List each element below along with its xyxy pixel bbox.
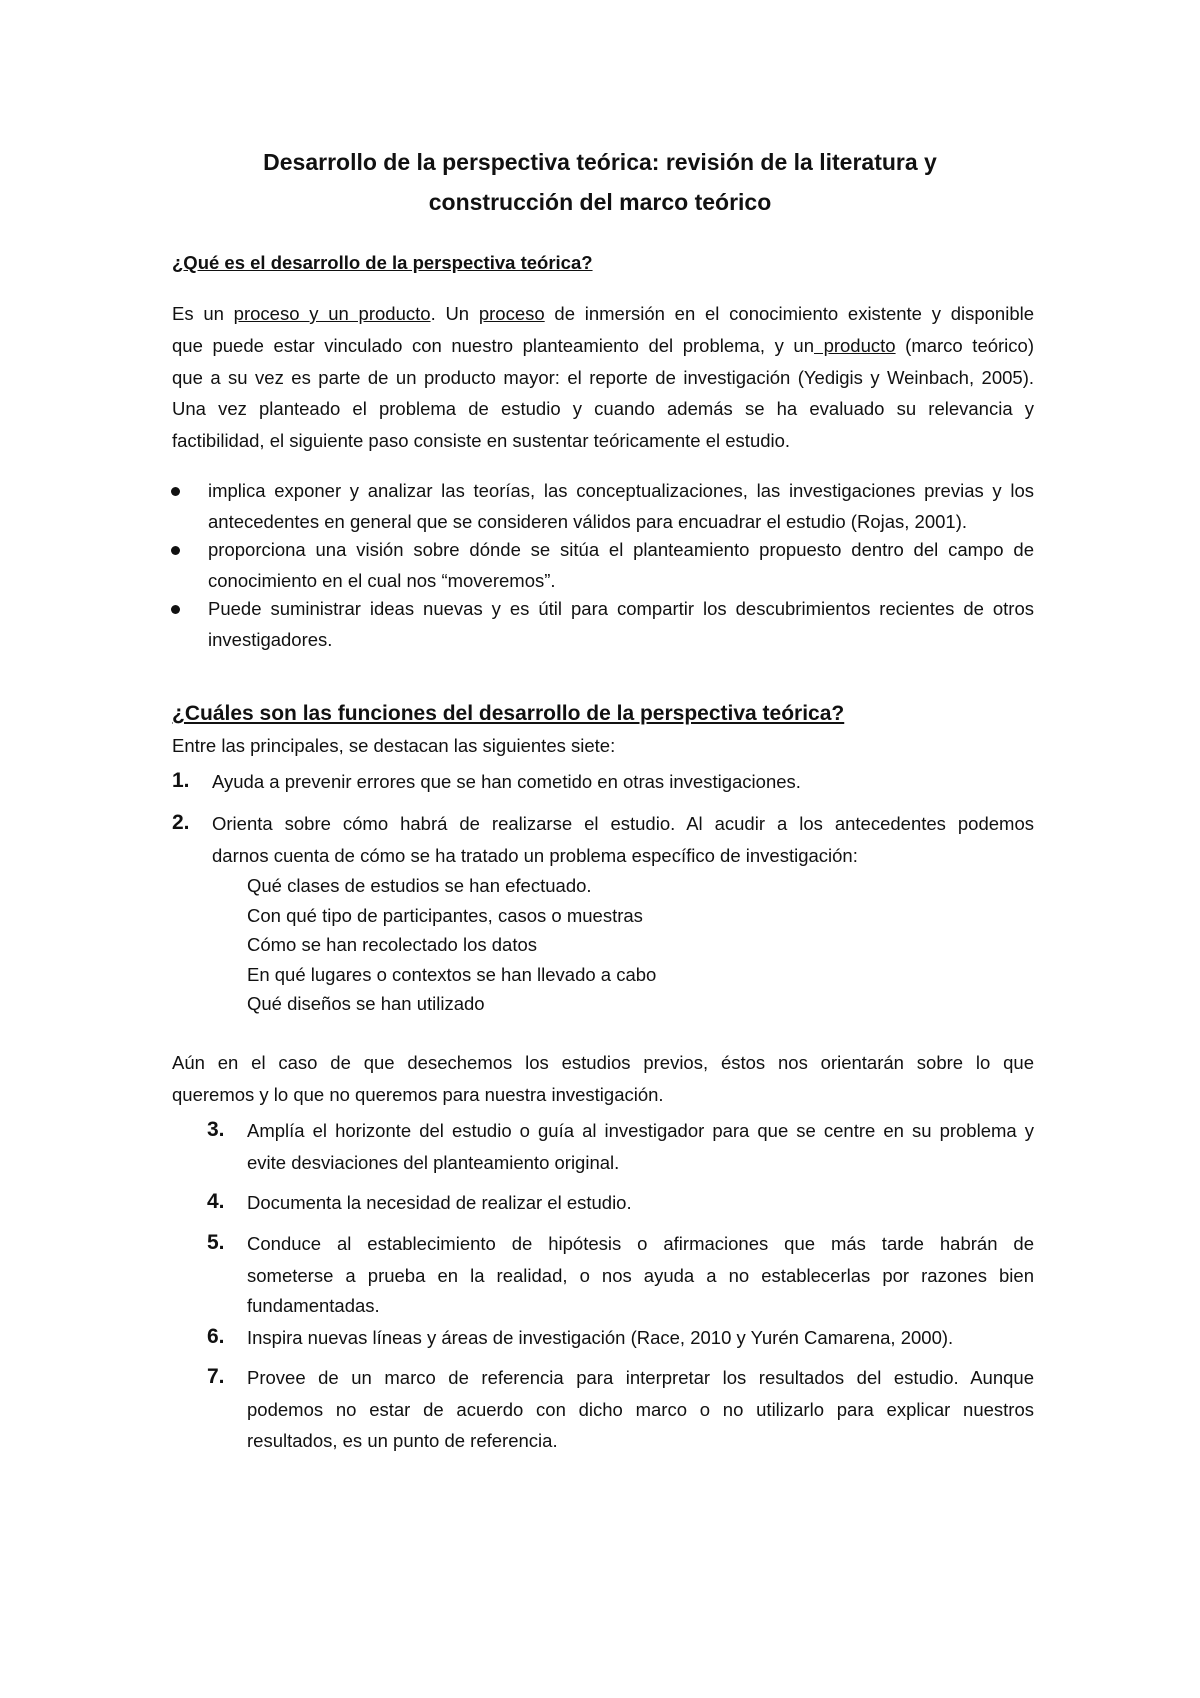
item-line: Orienta sobre cómo habrá de realizarse el estudio. Al acudir a los antecedentes podemos	[212, 813, 1034, 834]
item-number: 7.	[207, 1365, 225, 1388]
bullet-line: Puede suministrar ideas nuevas y es útil para compartir los descubrimientos recientes de otros	[208, 598, 1034, 619]
bullet-line: proporciona una visión sobre dónde se sitúa el planteamiento propuesto dentro del campo de	[208, 539, 1034, 560]
item-line: Conduce al establecimiento de hipótesis o afirmaciones que más tarde habrán de	[247, 1233, 1034, 1254]
item-line: darnos cuenta de cómo se ha tratado un problema específico de investigación:	[212, 845, 858, 866]
text-run: Es un	[172, 303, 234, 324]
item-line: podemos no estar de acuerdo con dicho marco o no utilizarlo para explicar nuestros	[247, 1399, 1034, 1420]
item-line: evite desviaciones del planteamiento original.	[247, 1152, 620, 1173]
section-2-heading: ¿Cuáles son las funciones del desarrollo de la perspectiva teórica?	[172, 702, 845, 725]
text-run: que puede estar vinculado con nuestro planteamiento del problema, y un	[172, 335, 814, 356]
bullet-line: antecedentes en general que se consideren válidos para encuadrar el estudio (Rojas, 2001).	[208, 511, 967, 532]
bullet-line: implica exponer y analizar las teorías, las conceptualizaciones, las investigaciones previas y los	[208, 480, 1034, 501]
text-run: . Un	[430, 303, 479, 324]
underlined-term: proceso	[478, 303, 545, 324]
item-line: resultados, es un punto de referencia.	[247, 1430, 558, 1451]
paragraph-line: factibilidad, el siguiente paso consiste en sustentar teóricamente el estudio.	[172, 430, 791, 451]
item-line: someterse a prueba en la realidad, o nos ayuda a no establecerlas por razones bien	[247, 1265, 1034, 1286]
bullet-dot	[171, 487, 180, 496]
item-number: 2.	[172, 811, 190, 834]
item-line: Amplía el horizonte del estudio o guía al investigador para que se centre en su problema y	[247, 1120, 1034, 1141]
intro-line: Entre las principales, se destacan las siguientes siete:	[172, 735, 616, 756]
sub-item: Qué diseños se han utilizado	[247, 993, 485, 1014]
bullet-line: conocimiento en el cual nos “moveremos”.	[208, 570, 556, 591]
item-number: 5.	[207, 1231, 225, 1254]
bullet-line: investigadores.	[208, 629, 333, 650]
item-line: Ayuda a prevenir errores que se han cometido en otras investigaciones.	[212, 771, 801, 792]
underlined-term: proceso y un producto	[233, 303, 431, 324]
paragraph-line: Aún en el caso de que desechemos los estudios previos, éstos nos orientarán sobre lo que	[172, 1052, 1034, 1073]
sub-item: Qué clases de estudios se han efectuado.	[247, 875, 592, 896]
item-number: 6.	[207, 1325, 225, 1348]
paragraph-line: que a su vez es parte de un producto mayor: el reporte de investigación (Yedigis y Weinbach, 2005).	[172, 367, 1034, 388]
item-number: 3.	[207, 1118, 225, 1141]
item-line: Documenta la necesidad de realizar el estudio.	[247, 1192, 632, 1213]
document-title	[140, 142, 1060, 222]
title-line-2: construcción del marco teórico	[428, 189, 772, 215]
item-line: Inspira nuevas líneas y áreas de investigación (Race, 2010 y Yurén Camarena, 2000).	[247, 1327, 954, 1348]
text-run: (marco teórico)	[895, 335, 1034, 356]
bullet-dot	[171, 605, 180, 614]
bullet-dot	[171, 546, 180, 555]
sub-item: Cómo se han recolectado los datos	[247, 934, 538, 955]
underlined-term: producto	[813, 335, 896, 356]
paragraph-line: queremos y lo que no queremos para nuestra investigación.	[172, 1084, 664, 1105]
item-number: 1.	[172, 769, 190, 792]
paragraph-line	[172, 298, 1034, 330]
text-run: de inmersión en el conocimiento existente y disponible	[544, 303, 1035, 324]
item-number: 4.	[207, 1190, 225, 1213]
item-line: Provee de un marco de referencia para interpretar los resultados del estudio. Aunque	[247, 1367, 1034, 1388]
title-line-1: Desarrollo de la perspectiva teórica: revisión de la literatura y	[263, 149, 937, 175]
paragraph-line: Una vez planteado el problema de estudio y cuando además se ha evaluado su relevancia y	[172, 398, 1034, 419]
sub-item: En qué lugares o contextos se han llevado a cabo	[247, 964, 657, 985]
section-1-heading: ¿Qué es el desarrollo de la perspectiva teórica?	[172, 252, 593, 273]
paragraph-line	[172, 330, 1034, 362]
sub-item: Con qué tipo de participantes, casos o muestras	[247, 905, 643, 926]
item-line: fundamentadas.	[247, 1295, 380, 1316]
